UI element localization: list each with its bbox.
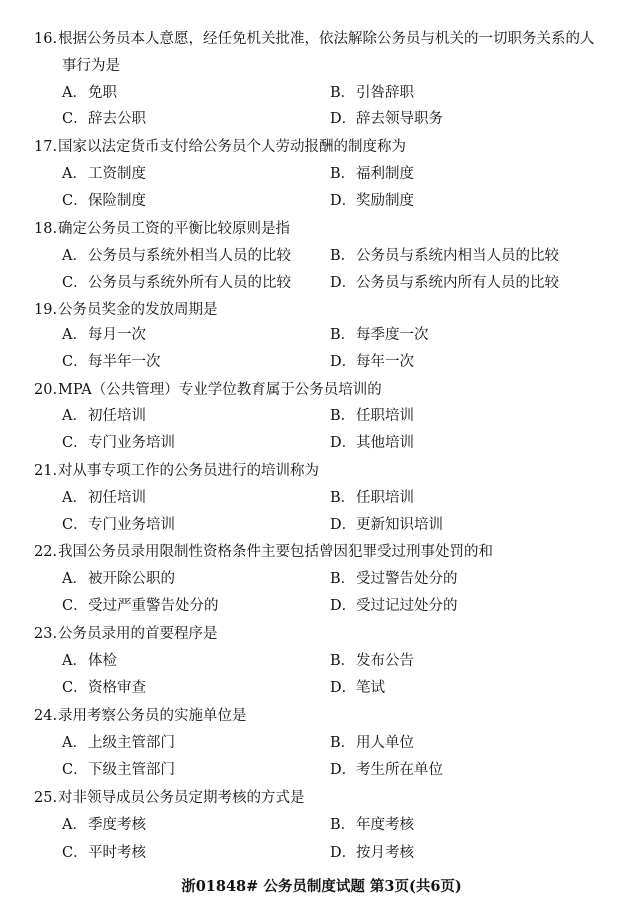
question-text: 根据公务员本人意愿，经任免机关批准，依法解除公务员与机关的一切职务关系的人: [58, 31, 595, 47]
option-text: 保险制度: [88, 193, 146, 209]
option-letter: D．: [330, 517, 357, 533]
option-a: [62, 816, 146, 834]
option-letter: A．: [62, 571, 87, 587]
option-c: [62, 679, 146, 697]
option-text: 奖励制度: [356, 193, 414, 209]
option-a: [62, 489, 146, 507]
option-text: 下级主管部门: [88, 762, 175, 778]
option-b: [330, 247, 559, 265]
option-letter: D．: [330, 435, 357, 451]
option-text: 公务员与系统内相当人员的比较: [356, 248, 559, 264]
question-20-stem: [34, 381, 382, 399]
option-text: 任职培训: [356, 408, 414, 424]
question-text: 确定公务员工资的平衡比较原则是指: [58, 221, 290, 237]
option-letter: C．: [62, 435, 88, 451]
option-letter: A．: [62, 166, 87, 182]
question-18-stem: [34, 220, 290, 238]
option-b: [330, 734, 414, 752]
option-d: [330, 192, 414, 210]
option-letter: A．: [62, 327, 87, 343]
option-c: [62, 110, 146, 128]
option-letter: A．: [62, 408, 87, 424]
option-text: 体检: [88, 653, 117, 669]
option-text: 福利制度: [356, 166, 414, 182]
question-number: 21.: [34, 463, 58, 479]
question-text: MPA（公共管理）专业学位教育属于公务员培训的: [58, 382, 382, 398]
question-number: 22.: [34, 544, 58, 560]
option-letter: B．: [330, 408, 356, 424]
option-c: [62, 516, 175, 534]
option-letter: A．: [62, 248, 87, 264]
option-text: 笔试: [356, 680, 385, 696]
question-16-stem: [34, 30, 595, 48]
option-letter: B．: [330, 490, 356, 506]
question-number: 19.: [34, 302, 58, 318]
option-b: [330, 489, 414, 507]
option-letter: C．: [62, 354, 88, 370]
option-b: [330, 407, 414, 425]
page-footer: 浙01848# 公务员制度试题 第3页(共6页): [181, 878, 462, 895]
option-text: 更新知识培训: [356, 517, 443, 533]
option-text: 每半年一次: [88, 354, 161, 370]
option-d: [330, 274, 559, 292]
option-text: 被开除公职的: [88, 571, 175, 587]
option-letter: D．: [330, 193, 357, 209]
option-b: [330, 84, 414, 102]
option-text: 工资制度: [88, 166, 146, 182]
option-text: 其他培训: [356, 435, 414, 451]
option-text: 专门业务培训: [88, 517, 175, 533]
option-letter: D．: [330, 680, 357, 696]
option-text: 季度考核: [88, 817, 146, 833]
option-letter: B．: [330, 653, 356, 669]
option-d: [330, 597, 458, 615]
option-letter: B．: [330, 85, 356, 101]
option-b: [330, 570, 458, 588]
option-letter: B．: [330, 166, 356, 182]
option-d: [330, 110, 443, 128]
option-letter: C．: [62, 193, 88, 209]
option-letter: D．: [330, 111, 357, 127]
question-19-stem: [34, 301, 218, 319]
option-letter: C．: [62, 111, 88, 127]
option-text: 公务员与系统外相当人员的比较: [88, 248, 291, 264]
option-a: [62, 652, 117, 670]
option-letter: A．: [62, 490, 87, 506]
option-letter: A．: [62, 85, 87, 101]
option-a: [62, 570, 175, 588]
option-c: [62, 353, 161, 371]
option-a: [62, 407, 146, 425]
option-letter: B．: [330, 248, 356, 264]
question-24-stem: [34, 707, 247, 725]
question-21-stem: [34, 462, 319, 480]
option-b: [330, 652, 414, 670]
option-letter: C．: [62, 845, 88, 861]
option-a: [62, 734, 175, 752]
option-text: 受过警告处分的: [356, 571, 458, 587]
option-text: 辞去公职: [88, 111, 146, 127]
option-d: [330, 516, 443, 534]
option-text: 平时考核: [88, 845, 146, 861]
option-text: 按月考核: [356, 845, 414, 861]
option-letter: C．: [62, 517, 88, 533]
option-text: 用人单位: [356, 735, 414, 751]
question-number: 18.: [34, 221, 58, 237]
question-text: 公务员录用的首要程序是: [58, 626, 218, 642]
option-c: [62, 274, 291, 292]
option-letter: D．: [330, 762, 357, 778]
question-text: 对从事专项工作的公务员进行的培训称为: [58, 463, 319, 479]
option-letter: C．: [62, 680, 88, 696]
question-text: 我国公务员录用限制性资格条件主要包括曾因犯罪受过刑事处罚的和: [58, 544, 493, 560]
option-text: 每月一次: [88, 327, 146, 343]
question-number: 16.: [34, 31, 58, 47]
option-letter: D．: [330, 354, 357, 370]
question-16-stem-continued: 事行为是: [62, 58, 120, 74]
option-text: 上级主管部门: [88, 735, 175, 751]
option-letter: C．: [62, 598, 88, 614]
option-letter: B．: [330, 571, 356, 587]
option-c: [62, 192, 146, 210]
question-25-stem: [34, 789, 305, 807]
option-d: [330, 353, 414, 371]
option-letter: D．: [330, 598, 357, 614]
option-letter: A．: [62, 735, 87, 751]
option-text: 考生所在单位: [356, 762, 443, 778]
option-b: [330, 165, 414, 183]
option-text: 公务员与系统外所有人员的比较: [88, 275, 291, 291]
option-text: 免职: [88, 85, 117, 101]
option-text: 初任培训: [88, 490, 146, 506]
option-text: 任职培训: [356, 490, 414, 506]
option-d: [330, 761, 443, 779]
question-number: 25.: [34, 790, 58, 806]
option-text: 辞去领导职务: [356, 111, 443, 127]
option-text: 初任培训: [88, 408, 146, 424]
option-letter: B．: [330, 817, 356, 833]
option-text: 受过记过处分的: [356, 598, 458, 614]
option-text: 引咎辞职: [356, 85, 414, 101]
option-text: 公务员与系统内所有人员的比较: [356, 275, 559, 291]
option-a: [62, 84, 117, 102]
question-17-stem: [34, 138, 406, 156]
question-text: 录用考察公务员的实施单位是: [58, 708, 247, 724]
option-letter: B．: [330, 327, 356, 343]
option-text: 发布公告: [356, 653, 414, 669]
option-c: [62, 434, 175, 452]
option-letter: A．: [62, 817, 87, 833]
question-23-stem: [34, 625, 218, 643]
option-d: [330, 679, 385, 697]
option-letter: B．: [330, 735, 356, 751]
option-text: 年度考核: [356, 817, 414, 833]
option-text: 受过严重警告处分的: [88, 598, 219, 614]
option-letter: D．: [330, 845, 357, 861]
question-text: 对非领导成员公务员定期考核的方式是: [58, 790, 305, 806]
option-letter: D．: [330, 275, 357, 291]
option-text: 每年一次: [356, 354, 414, 370]
option-a: [62, 247, 291, 265]
option-letter: C．: [62, 275, 88, 291]
question-text: 国家以法定货币支付给公务员个人劳动报酬的制度称为: [58, 139, 406, 155]
option-d: [330, 844, 414, 862]
option-a: [62, 165, 146, 183]
question-number: 20.: [34, 382, 58, 398]
question-number: 24.: [34, 708, 58, 724]
option-c: [62, 597, 219, 615]
option-b: [330, 326, 429, 344]
option-c: [62, 761, 175, 779]
option-a: [62, 326, 146, 344]
question-text: 公务员奖金的发放周期是: [58, 302, 218, 318]
option-text: 专门业务培训: [88, 435, 175, 451]
option-letter: C．: [62, 762, 88, 778]
option-letter: A．: [62, 653, 87, 669]
question-number: 17.: [34, 139, 58, 155]
option-c: [62, 844, 146, 862]
option-text: 资格审查: [88, 680, 146, 696]
question-22-stem: [34, 543, 493, 561]
option-b: [330, 816, 414, 834]
option-text: 每季度一次: [356, 327, 429, 343]
question-number: 23.: [34, 626, 58, 642]
option-d: [330, 434, 414, 452]
